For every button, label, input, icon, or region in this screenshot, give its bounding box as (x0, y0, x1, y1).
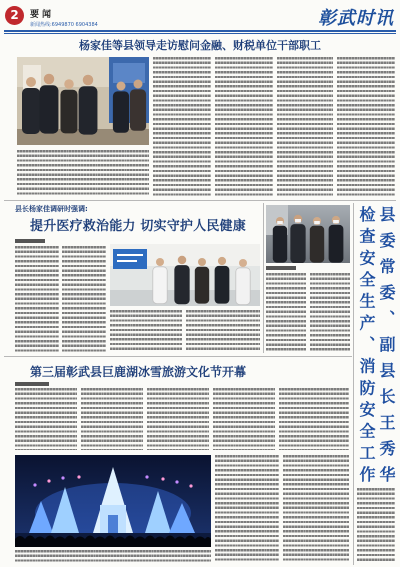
person-head (218, 257, 226, 265)
leaders-visit-headline: 杨家佳等县领导走访慰问金融、财税单位干部职工 (79, 39, 321, 52)
face-mask (314, 221, 320, 224)
header-rule (4, 30, 396, 32)
person-body (273, 226, 287, 263)
person-body (174, 265, 189, 304)
person-body (40, 85, 59, 133)
safety-headline-line: 检查安全生产、消防安全工作 (357, 206, 376, 482)
medical-kicker: 县长杨家佳调研时强调: (15, 205, 88, 213)
medical-headline: 提升医疗救治能力 切实守护人民健康 (30, 219, 246, 234)
person-body (310, 226, 324, 263)
ice-festival-photo (15, 455, 211, 547)
article-body-text (15, 388, 77, 450)
article-body-text (215, 455, 279, 562)
festival-light (61, 476, 64, 479)
article-body-text (110, 310, 182, 352)
article-body-text (153, 57, 211, 197)
person-head (134, 80, 143, 89)
clinic-sign (113, 249, 147, 269)
section-label: 要闻 (30, 10, 55, 20)
safety-vertical-headline (356, 206, 396, 482)
article-body-text (215, 57, 273, 197)
leaders-visit-photo (17, 57, 149, 145)
person-head (83, 75, 94, 86)
article-body-text (279, 388, 349, 450)
header-rule-thin (4, 33, 396, 34)
ice-festival-photo-image (15, 455, 211, 547)
article-body-text (62, 246, 106, 352)
person-body (153, 267, 167, 304)
festival-light (77, 475, 80, 478)
face-mask (333, 220, 339, 223)
article-body-text (213, 388, 275, 450)
person-body (130, 89, 146, 130)
person-head (178, 256, 187, 265)
article-body-text (277, 57, 333, 197)
person-body (236, 268, 250, 305)
news-hotline: 新闻热线:6949870 6904384 (30, 22, 98, 28)
article-body-text (337, 57, 395, 197)
byline (15, 382, 49, 386)
article-body-text (147, 388, 209, 450)
person-head (26, 77, 36, 87)
article-body-text (283, 455, 349, 562)
safety-headline-line: 县委常委、副县长王秀华 (377, 206, 396, 482)
person-body (215, 266, 230, 304)
article-body-text (266, 273, 306, 353)
safety-inspection-photo (266, 205, 350, 263)
column-divider (263, 203, 264, 353)
leaders-visit-photo-image (17, 57, 149, 145)
byline (266, 266, 296, 270)
clinic-visit-photo-image (110, 244, 260, 306)
person-body (22, 88, 40, 134)
page-number-badge: 2 (5, 6, 24, 25)
festival-light (189, 484, 192, 487)
screen-panel (113, 63, 145, 83)
article-body-text (186, 310, 260, 352)
person-body (60, 90, 77, 134)
photo-caption-text (15, 550, 211, 562)
column-divider (353, 203, 354, 565)
festival-light (145, 475, 148, 478)
festival-light (175, 480, 178, 483)
article-body-text (310, 273, 350, 353)
person-head (198, 258, 206, 266)
clinic-visit-photo (110, 244, 260, 306)
person-head (44, 74, 55, 85)
festival-light (47, 479, 50, 482)
article-body-text (357, 488, 395, 562)
festival-light (161, 477, 164, 480)
person-body (329, 225, 344, 263)
section-divider (4, 200, 396, 201)
photo-caption-text (17, 150, 149, 196)
ice-festival-headline: 第三届彰武县巨鹿湖冰雪旅游文化节开幕 (30, 365, 247, 379)
person-head (64, 79, 74, 89)
ice-gate-opening (108, 515, 118, 533)
sign-stripe (117, 260, 137, 262)
person-body (290, 224, 305, 263)
article-body-text (81, 388, 143, 450)
face-mask (295, 219, 301, 222)
masthead-logo: 彰武时讯 (318, 8, 394, 29)
sign-stripe (117, 254, 143, 256)
person-body (113, 91, 129, 132)
article-body-text (15, 246, 59, 352)
festival-light (33, 483, 36, 486)
byline (15, 239, 45, 243)
safety-inspection-photo-image (266, 205, 350, 263)
section-divider (4, 356, 352, 357)
person-head (239, 259, 247, 267)
person-head (156, 258, 164, 266)
face-mask (277, 221, 283, 224)
person-body (79, 86, 98, 134)
person-body (195, 267, 209, 304)
person-head (117, 82, 126, 91)
